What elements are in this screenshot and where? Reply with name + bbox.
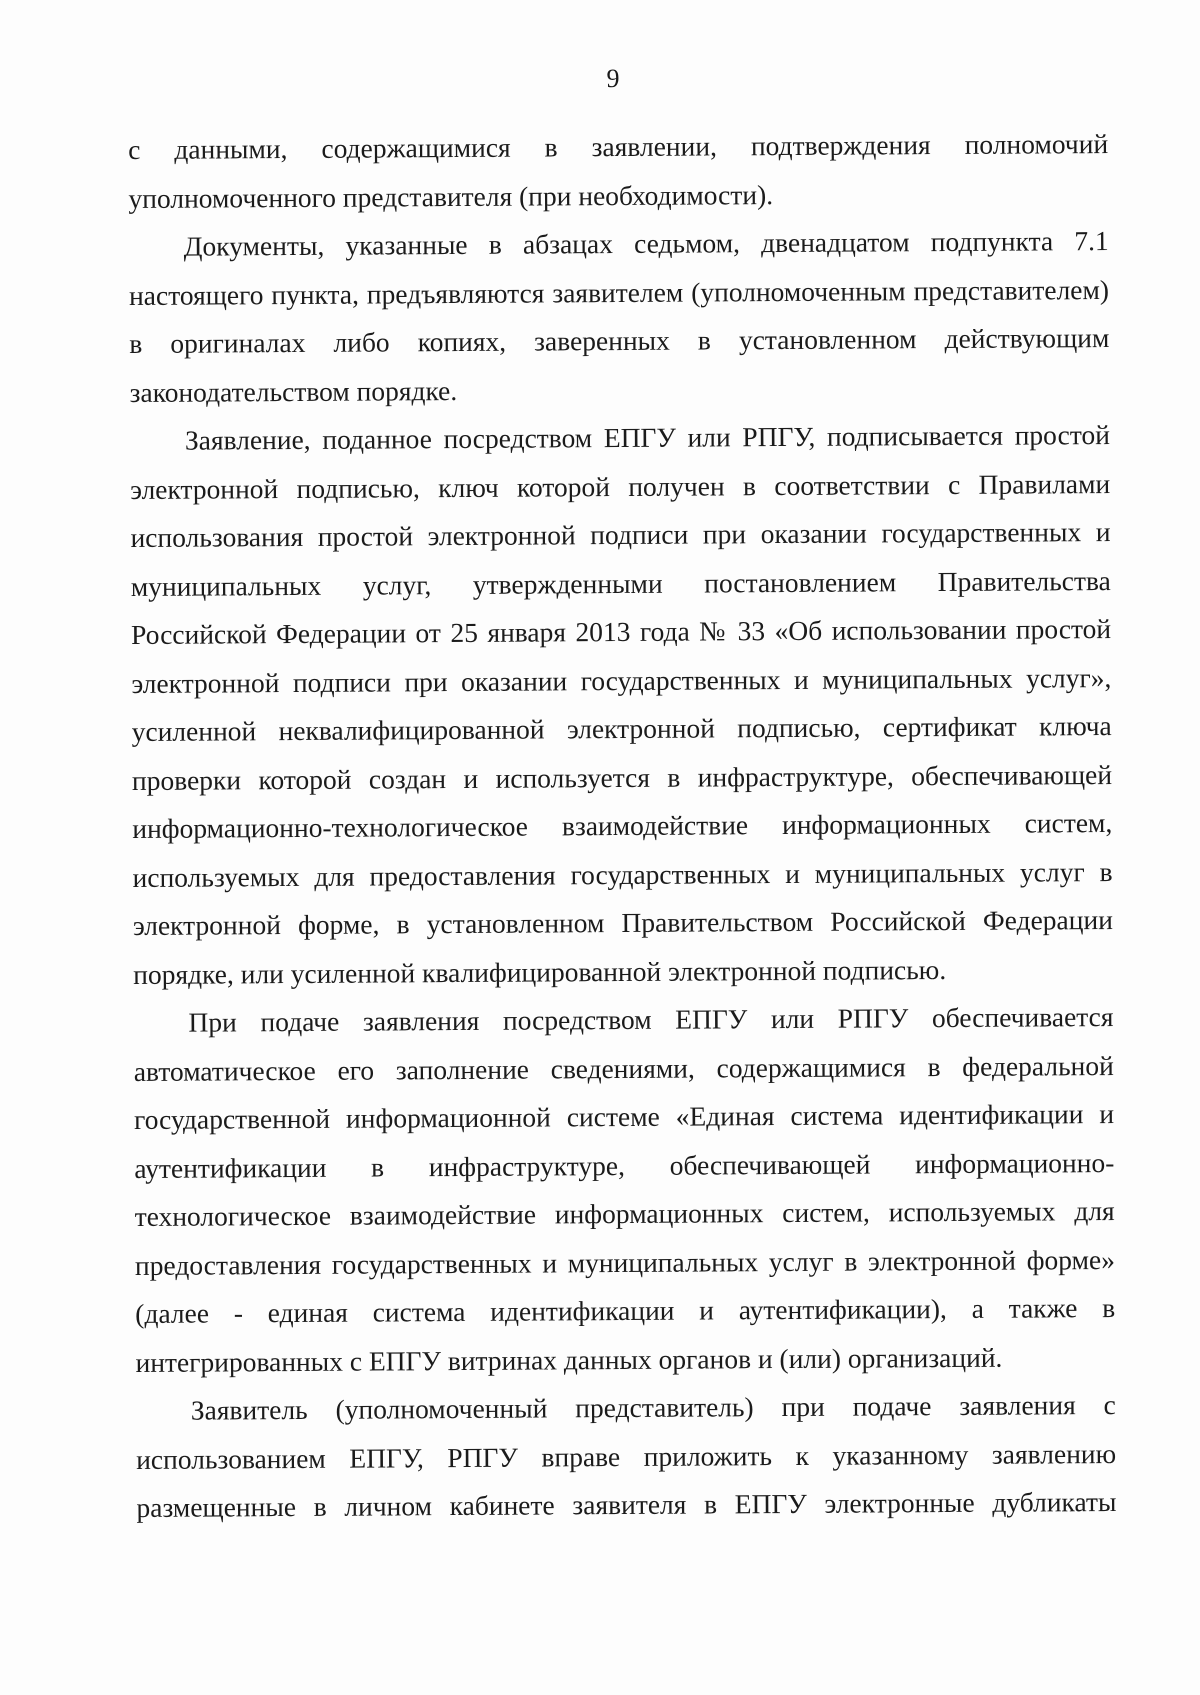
paragraph-applicant-attachments: Заявитель (уполномоченный представитель) при подаче заявления с использованием ЕПГУ, РПГУ вправе приложить к указанному заявлению размещенные в личном кабинете заявителя в ЕПГУ электронные дубликаты	[136, 1388, 1117, 1523]
page-number: 9	[606, 64, 620, 93]
document-body	[128, 120, 1117, 1532]
paragraph-electronic-signature: Заявление, поданное посредством ЕПГУ или РПГУ, подписывается простой электронной подписью, ключ которой получен в соответствии с Правилами использования простой электронной подписи при оказании государственных и муниципальных услуг, утвержденными постановлением Правительства Российской Федерации от 25 января 2013 года № 33 «Об использовании простой электронной подписи при оказании государственных и муниципальных услуг», усиленной неквалифицированной электронной подписью, сертификат ключа проверки которой создан и используется в инфраструктуре, обеспечивающей информационно-технологическое взаимодействие информационных систем, используемых для предоставления государственных и муниципальных услуг в электронной форме, в установленном Правительством Российской Федерации порядке, или усиленной квалифицированной электронной подписью.	[130, 419, 1113, 990]
paragraph-autofill: При подаче заявления посредством ЕПГУ или РПГУ обеспечивается автоматическое его заполнение сведениями, содержащимися в федеральной государственной информационной системе «Единая система идентификации и аутентификации в инфраструктуре, обеспечивающей информационно-технологическое взаимодействие информационных систем, используемых для предоставления государственных и муниципальных услуг в электронной форме» (далее - единая система идентификации и аутентификации), а также в интегрированных с ЕПГУ витринах данных органов и (или) организаций.	[133, 1000, 1116, 1378]
paragraph-continuation: с данными, содержащимися в заявлении, подтверждения полномочий уполномоченного представителя (при необходимости).	[128, 128, 1109, 214]
paragraph-documents-presentation: Документы, указанные в абзацах седьмом, двенадцатом подпункта 7.1 настоящего пункта, предъявляются заявителем (уполномоченным представителем) в оригиналах либо копиях, заверенных в установленном действующим законодательством порядке.	[128, 225, 1110, 408]
